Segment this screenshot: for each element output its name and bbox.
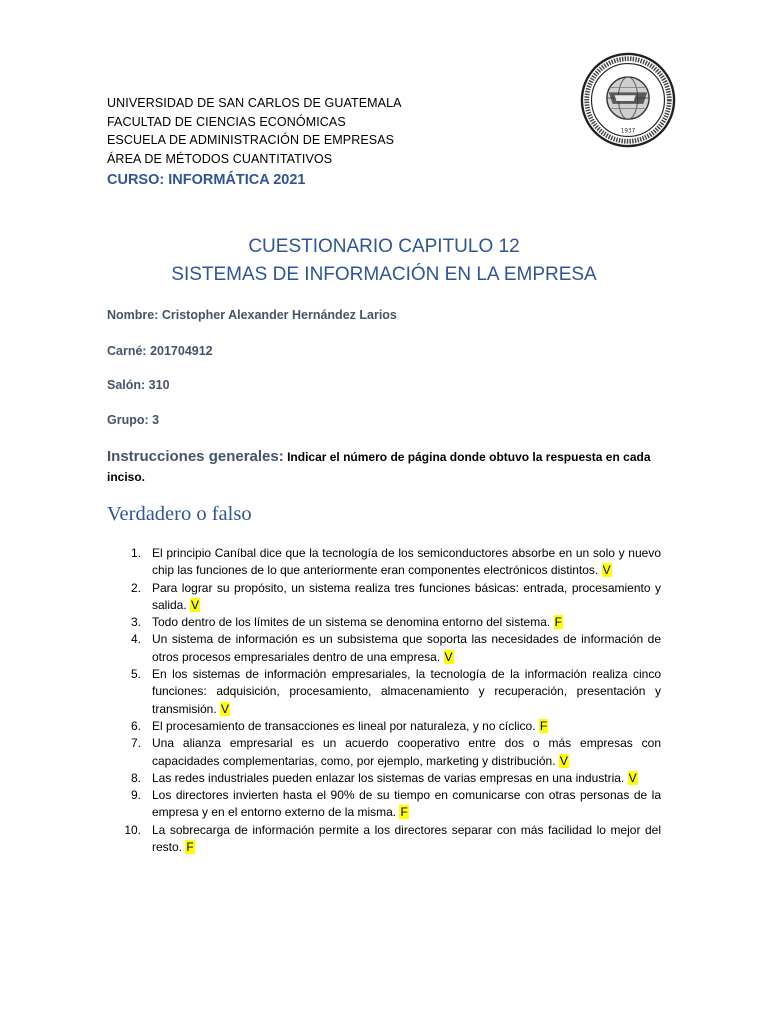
course-name: CURSO: INFORMÁTICA 2021 xyxy=(107,172,306,189)
question-number: 5. xyxy=(130,667,141,682)
answer-highlight: V xyxy=(602,563,611,578)
question-number: 4. xyxy=(130,632,141,647)
student-group: Grupo: 3 xyxy=(107,413,160,427)
answer-highlight: V xyxy=(628,770,637,785)
answer-highlight: V xyxy=(444,649,453,664)
student-name: Nombre: Cristopher Alexander Hernández Larios xyxy=(107,308,397,322)
list-item xyxy=(107,545,661,580)
list-item xyxy=(107,631,661,666)
question-number: 9. xyxy=(130,788,141,803)
section-title: Verdadero o falso xyxy=(107,503,252,525)
question-number: 10. xyxy=(124,822,141,837)
answer-highlight: F xyxy=(186,840,194,855)
question-text: En los sistemas de información empresariales, la tecnología de la información realiza cinco funciones: adquisición, procesamiento, almacenamiento y recuperación, presentación y transmisión. xyxy=(152,667,661,716)
answer-highlight: F xyxy=(400,805,408,820)
question-text: Las redes industriales pueden enlazar los sistemas de varias empresas en una industria. xyxy=(152,770,625,785)
instructions xyxy=(107,447,661,487)
seal-year: 1937 xyxy=(620,128,636,135)
question-number: 7. xyxy=(130,736,141,751)
question-text: Un sistema de información es un subsistema que soporta las necesidades de información de otros procesos empresariales dentro de una empresa. xyxy=(152,632,661,664)
answer-highlight: V xyxy=(191,597,200,612)
document-subtitle: SISTEMAS DE INFORMACIÓN EN LA EMPRESA xyxy=(171,264,597,285)
faculty-name: FACULTAD DE CIENCIAS ECONÓMICAS xyxy=(107,114,346,129)
list-item xyxy=(107,666,661,718)
question-number: 3. xyxy=(130,615,141,630)
list-item xyxy=(107,718,661,735)
list-item xyxy=(107,787,661,822)
list-item xyxy=(107,614,661,631)
question-text: El principio Caníbal dice que la tecnología de los semiconductores absorbe en un solo y nuevo chip las funciones de lo que anteriormente eran componentes electrónicos distintos. xyxy=(152,546,661,578)
document-title: CUESTIONARIO CAPITULO 12 xyxy=(248,236,520,257)
question-text: Todo dentro de los límites de un sistema se denomina entorno del sistema. xyxy=(152,615,551,630)
question-list xyxy=(107,545,661,856)
answer-highlight: F xyxy=(554,615,562,630)
school-name: ESCUELA DE ADMINISTRACIÓN DE EMPRESAS xyxy=(107,133,395,148)
list-item xyxy=(107,770,661,787)
answer-highlight: V xyxy=(221,701,230,716)
university-seal xyxy=(580,52,676,148)
question-number: 1. xyxy=(130,546,141,560)
area-name: ÁREA DE MÉTODOS CUANTITATIVOS xyxy=(107,151,333,166)
question-text: Una alianza empresarial es un acuerdo cooperativo entre dos o más empresas con capacidades complementarias, como, por ejemplo, marketing y distribución. xyxy=(152,736,661,768)
university-name: UNIVERSIDAD DE SAN CARLOS DE GUATEMALA xyxy=(107,96,402,110)
list-item xyxy=(107,822,661,857)
instructions-label: Instrucciones generales: xyxy=(107,448,284,465)
answer-highlight: F xyxy=(539,718,548,733)
question-number: 6. xyxy=(130,718,141,733)
instructions-text: Indicar el número de página donde obtuvo la respuesta en cada inciso. xyxy=(107,450,651,484)
question-text: La sobrecarga de información permite a los directores separar con más facilidad lo mejor del resto. xyxy=(152,822,661,855)
question-text: Los directores invierten hasta el 90% de su tiempo en comunicarse con otras personas de la empresa y en el entorno externo de la misma. xyxy=(152,788,661,820)
institution-header xyxy=(107,94,577,191)
question-number: 8. xyxy=(130,770,141,785)
question-text: Para lograr su propósito, un sistema realiza tres funciones básicas: entrada, procesamiento y salida. xyxy=(152,580,661,612)
student-salon: Salón: 310 xyxy=(107,378,170,392)
student-carne: Carné: 201704912 xyxy=(107,344,213,358)
question-text: El procesamiento de transacciones es lineal por naturaleza, y no cíclico. xyxy=(152,718,536,733)
list-item xyxy=(107,580,661,615)
question-number: 2. xyxy=(130,580,141,595)
answer-highlight: V xyxy=(559,753,568,768)
list-item xyxy=(107,735,661,770)
